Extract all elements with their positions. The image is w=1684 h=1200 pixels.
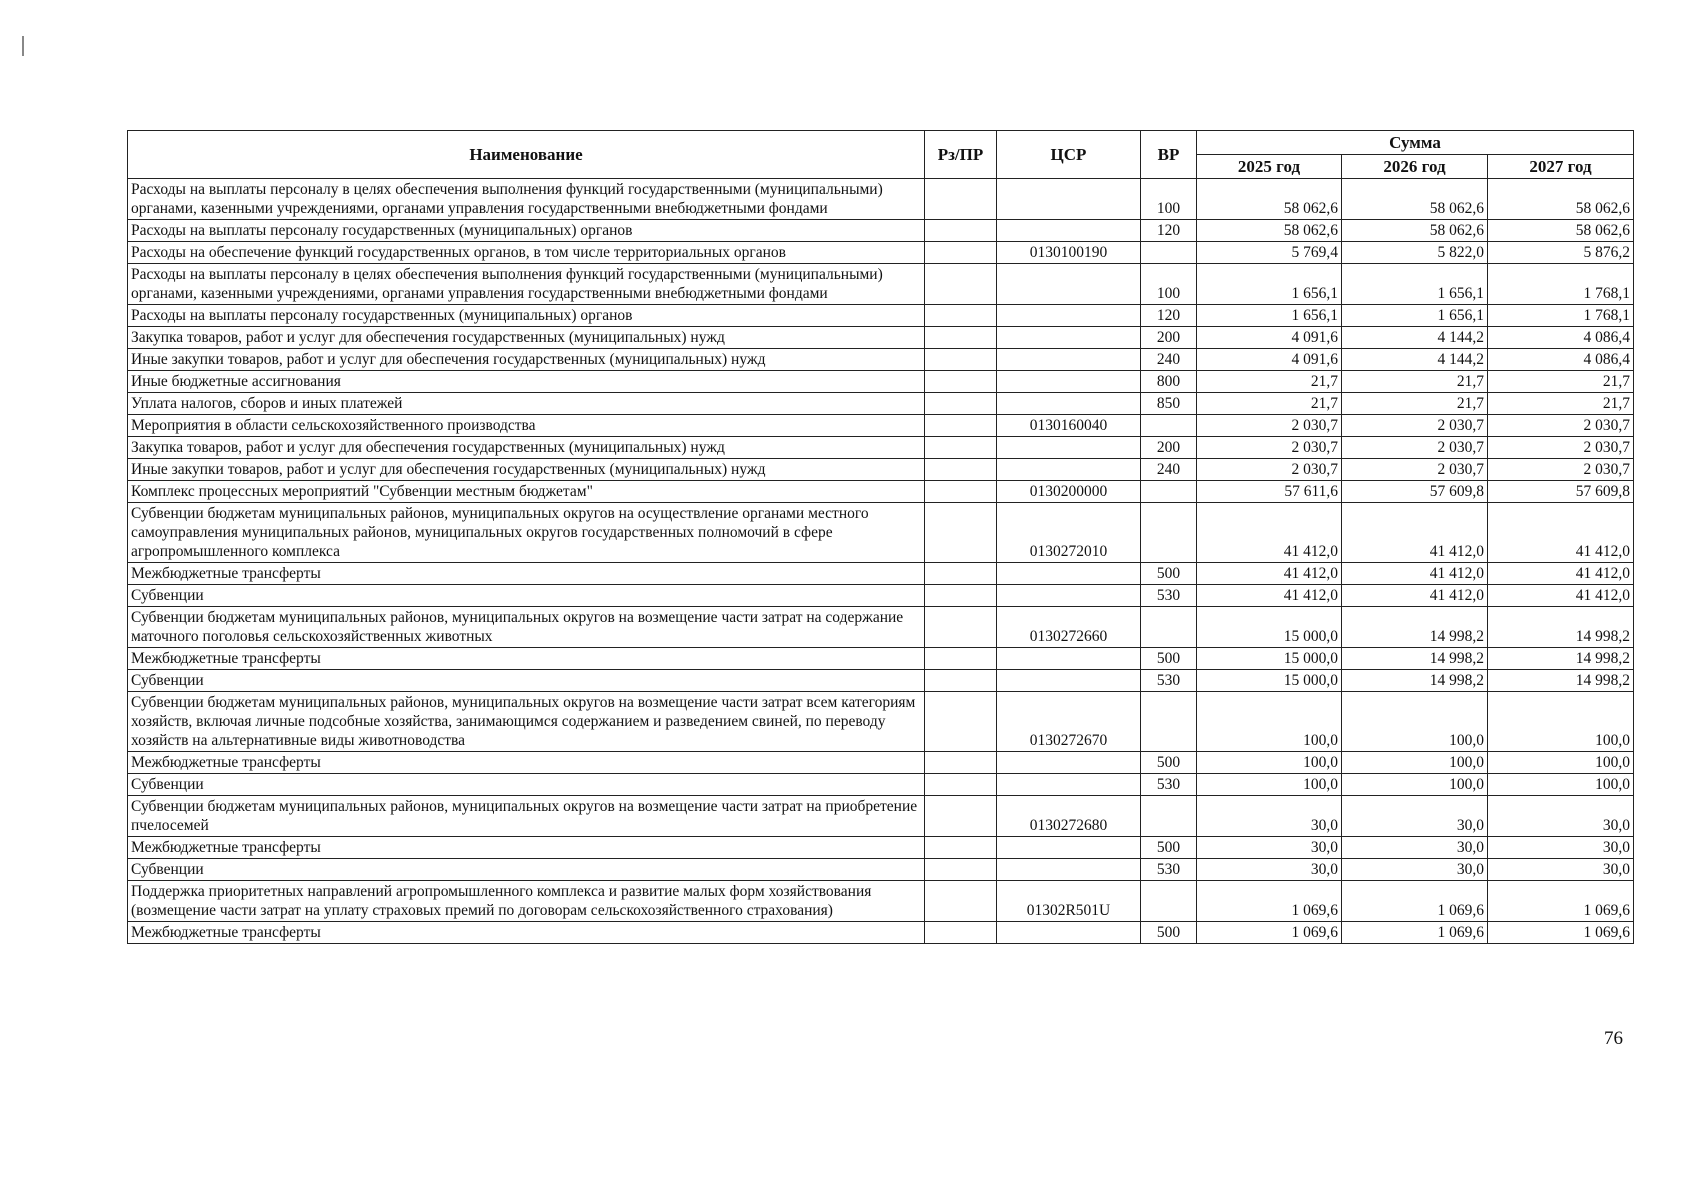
cell-name: Межбюджетные трансферты <box>128 563 925 585</box>
cell-name: Расходы на выплаты персоналу государственных (муниципальных) органов <box>128 305 925 327</box>
cell-2027: 57 609,8 <box>1488 481 1634 503</box>
cell-2027: 21,7 <box>1488 371 1634 393</box>
table-row <box>128 371 1634 393</box>
cell-rzpr <box>925 179 997 220</box>
cell-name: Субвенции бюджетам муниципальных районов, муниципальных округов на осуществление органами местного самоуправления муниципальных районов, муниципальных округов государственных полномочий в сфере агропромышленного комплекса <box>128 503 925 563</box>
cell-2026: 41 412,0 <box>1342 585 1488 607</box>
cell-2027: 58 062,6 <box>1488 220 1634 242</box>
cell-vr: 530 <box>1141 585 1197 607</box>
cell-2026: 58 062,6 <box>1342 179 1488 220</box>
table-row <box>128 305 1634 327</box>
cell-2025: 4 091,6 <box>1197 349 1342 371</box>
cell-2025: 41 412,0 <box>1197 503 1342 563</box>
cell-2025: 41 412,0 <box>1197 585 1342 607</box>
cell-2027: 1 768,1 <box>1488 264 1634 305</box>
cell-rzpr <box>925 327 997 349</box>
table-row <box>128 752 1634 774</box>
cell-csr: 0130200000 <box>997 481 1141 503</box>
table-row <box>128 670 1634 692</box>
cell-2025: 15 000,0 <box>1197 648 1342 670</box>
table-row <box>128 607 1634 648</box>
cell-csr <box>997 459 1141 481</box>
cell-2025: 1 069,6 <box>1197 881 1342 922</box>
cell-name: Иные закупки товаров, работ и услуг для обеспечения государственных (муниципальных) нужд <box>128 349 925 371</box>
cell-name: Субвенции <box>128 859 925 881</box>
header-rzpr: Рз/ПР <box>925 131 997 179</box>
cell-2026: 14 998,2 <box>1342 670 1488 692</box>
cell-vr: 240 <box>1141 459 1197 481</box>
cell-name: Иные бюджетные ассигнования <box>128 371 925 393</box>
cell-2027: 41 412,0 <box>1488 585 1634 607</box>
cell-name: Уплата налогов, сборов и иных платежей <box>128 393 925 415</box>
cell-vr <box>1141 503 1197 563</box>
table-row <box>128 264 1634 305</box>
cell-name: Закупка товаров, работ и услуг для обеспечения государственных (муниципальных) нужд <box>128 437 925 459</box>
cell-rzpr <box>925 774 997 796</box>
header-sum: Сумма <box>1197 131 1634 155</box>
cell-name: Межбюджетные трансферты <box>128 752 925 774</box>
cell-rzpr <box>925 752 997 774</box>
cell-name: Поддержка приоритетных направлений агропромышленного комплекса и развитие малых форм хозяйствования (возмещение части затрат на уплату страховых премий по договорам сельскохозяйственного страхования) <box>128 881 925 922</box>
cell-2026: 14 998,2 <box>1342 648 1488 670</box>
cell-csr: 0130272010 <box>997 503 1141 563</box>
cell-name: Субвенции бюджетам муниципальных районов, муниципальных округов на возмещение части затрат всем категориям хозяйств, включая личные подсобные хозяйства, занимающимся содержанием и разведением свиней, по переводу хозяйств на альтернативные виды животноводства <box>128 692 925 752</box>
cell-2026: 2 030,7 <box>1342 437 1488 459</box>
table-row <box>128 563 1634 585</box>
header-name: Наименование <box>128 131 925 179</box>
cell-vr: 500 <box>1141 563 1197 585</box>
cell-csr: 0130160040 <box>997 415 1141 437</box>
cell-csr <box>997 648 1141 670</box>
cell-2026: 30,0 <box>1342 859 1488 881</box>
cell-2027: 100,0 <box>1488 752 1634 774</box>
cell-rzpr <box>925 371 997 393</box>
cell-2025: 30,0 <box>1197 796 1342 837</box>
cell-vr: 800 <box>1141 371 1197 393</box>
cell-vr <box>1141 796 1197 837</box>
cell-2026: 2 030,7 <box>1342 415 1488 437</box>
cell-rzpr <box>925 922 997 944</box>
cell-2027: 14 998,2 <box>1488 670 1634 692</box>
cell-2026: 100,0 <box>1342 692 1488 752</box>
cell-name: Субвенции <box>128 670 925 692</box>
cell-2027: 100,0 <box>1488 774 1634 796</box>
cell-2025: 1 656,1 <box>1197 305 1342 327</box>
cell-2025: 58 062,6 <box>1197 179 1342 220</box>
cell-rzpr <box>925 220 997 242</box>
cell-2027: 1 069,6 <box>1488 922 1634 944</box>
cell-name: Межбюджетные трансферты <box>128 922 925 944</box>
budget-table <box>127 130 1634 944</box>
cell-csr: 0130100190 <box>997 242 1141 264</box>
cell-2026: 41 412,0 <box>1342 563 1488 585</box>
cell-rzpr <box>925 648 997 670</box>
cell-vr: 500 <box>1141 648 1197 670</box>
cell-rzpr <box>925 459 997 481</box>
cell-vr: 100 <box>1141 264 1197 305</box>
cell-2025: 21,7 <box>1197 371 1342 393</box>
table-row <box>128 922 1634 944</box>
cell-vr <box>1141 881 1197 922</box>
cell-vr: 120 <box>1141 305 1197 327</box>
table-body <box>128 179 1634 944</box>
cell-2027: 1 069,6 <box>1488 881 1634 922</box>
cell-rzpr <box>925 437 997 459</box>
cell-vr: 120 <box>1141 220 1197 242</box>
cell-2025: 57 611,6 <box>1197 481 1342 503</box>
cell-csr <box>997 437 1141 459</box>
cell-vr: 850 <box>1141 393 1197 415</box>
cell-2027: 14 998,2 <box>1488 607 1634 648</box>
cell-2027: 41 412,0 <box>1488 503 1634 563</box>
cell-2026: 58 062,6 <box>1342 220 1488 242</box>
cell-2026: 57 609,8 <box>1342 481 1488 503</box>
cell-2025: 100,0 <box>1197 752 1342 774</box>
cell-name: Расходы на выплаты персоналу в целях обеспечения выполнения функций государственными (муниципальными) органами, казенными учреждениями, органами управления государственными внебюджетными фондами <box>128 179 925 220</box>
cell-2026: 1 069,6 <box>1342 881 1488 922</box>
header-vr: ВР <box>1141 131 1197 179</box>
cell-rzpr <box>925 563 997 585</box>
cell-vr: 100 <box>1141 179 1197 220</box>
cell-vr: 500 <box>1141 837 1197 859</box>
cell-name: Закупка товаров, работ и услуг для обеспечения государственных (муниципальных) нужд <box>128 327 925 349</box>
cell-2025: 21,7 <box>1197 393 1342 415</box>
cell-vr <box>1141 607 1197 648</box>
table-row <box>128 437 1634 459</box>
cell-csr <box>997 327 1141 349</box>
cell-vr: 530 <box>1141 774 1197 796</box>
header-csr: ЦСР <box>997 131 1141 179</box>
cell-2026: 5 822,0 <box>1342 242 1488 264</box>
cell-rzpr <box>925 670 997 692</box>
cell-2027: 2 030,7 <box>1488 459 1634 481</box>
cell-csr <box>997 670 1141 692</box>
cell-rzpr <box>925 503 997 563</box>
table-row <box>128 859 1634 881</box>
cell-csr: 0130272680 <box>997 796 1141 837</box>
cell-csr <box>997 837 1141 859</box>
cell-2026: 14 998,2 <box>1342 607 1488 648</box>
cell-2027: 4 086,4 <box>1488 327 1634 349</box>
header-year-2025: 2025 год <box>1197 155 1342 179</box>
cell-2026: 1 069,6 <box>1342 922 1488 944</box>
cell-csr <box>997 393 1141 415</box>
table-row <box>128 503 1634 563</box>
cell-2025: 15 000,0 <box>1197 607 1342 648</box>
cell-csr <box>997 264 1141 305</box>
cell-csr <box>997 371 1141 393</box>
cell-2026: 2 030,7 <box>1342 459 1488 481</box>
cell-vr: 240 <box>1141 349 1197 371</box>
cell-2025: 41 412,0 <box>1197 563 1342 585</box>
cell-2027: 5 876,2 <box>1488 242 1634 264</box>
table-row <box>128 481 1634 503</box>
cell-rzpr <box>925 415 997 437</box>
cell-vr <box>1141 481 1197 503</box>
cell-2027: 100,0 <box>1488 692 1634 752</box>
cell-rzpr <box>925 242 997 264</box>
cell-2027: 30,0 <box>1488 859 1634 881</box>
header-year-2026: 2026 год <box>1342 155 1488 179</box>
cell-vr <box>1141 242 1197 264</box>
cell-name: Расходы на выплаты персоналу в целях обеспечения выполнения функций государственными (муниципальными) органами, казенными учреждениями, органами управления государственными внебюджетными фондами <box>128 264 925 305</box>
cell-2026: 100,0 <box>1342 774 1488 796</box>
cell-vr: 530 <box>1141 859 1197 881</box>
cell-2026: 30,0 <box>1342 837 1488 859</box>
table-row <box>128 774 1634 796</box>
cell-2027: 1 768,1 <box>1488 305 1634 327</box>
cell-csr: 0130272660 <box>997 607 1141 648</box>
cell-2027: 41 412,0 <box>1488 563 1634 585</box>
table-row <box>128 585 1634 607</box>
cell-vr: 200 <box>1141 437 1197 459</box>
cell-2025: 5 769,4 <box>1197 242 1342 264</box>
cell-2025: 1 069,6 <box>1197 922 1342 944</box>
cell-csr <box>997 922 1141 944</box>
cell-2027: 14 998,2 <box>1488 648 1634 670</box>
cell-csr: 01302R501U <box>997 881 1141 922</box>
cell-rzpr <box>925 837 997 859</box>
cell-rzpr <box>925 264 997 305</box>
page-number: 76 <box>1604 1028 1623 1049</box>
table-row <box>128 327 1634 349</box>
cell-vr <box>1141 415 1197 437</box>
cell-vr: 200 <box>1141 327 1197 349</box>
cell-csr <box>997 859 1141 881</box>
cell-name: Субвенции <box>128 774 925 796</box>
table-row <box>128 393 1634 415</box>
table-row <box>128 837 1634 859</box>
cell-2025: 4 091,6 <box>1197 327 1342 349</box>
cell-rzpr <box>925 692 997 752</box>
cell-2026: 30,0 <box>1342 796 1488 837</box>
table-row <box>128 349 1634 371</box>
cell-vr: 500 <box>1141 752 1197 774</box>
table-row <box>128 692 1634 752</box>
cell-vr: 530 <box>1141 670 1197 692</box>
cell-2025: 30,0 <box>1197 859 1342 881</box>
cell-2025: 30,0 <box>1197 837 1342 859</box>
cell-rzpr <box>925 585 997 607</box>
cell-2026: 1 656,1 <box>1342 305 1488 327</box>
cell-csr <box>997 179 1141 220</box>
cell-csr <box>997 349 1141 371</box>
cell-name: Субвенции бюджетам муниципальных районов, муниципальных округов на возмещение части затрат на содержание маточного поголовья сельскохозяйственных животных <box>128 607 925 648</box>
table-row <box>128 179 1634 220</box>
cell-csr <box>997 563 1141 585</box>
cell-name: Межбюджетные трансферты <box>128 837 925 859</box>
cell-rzpr <box>925 796 997 837</box>
cell-2026: 21,7 <box>1342 371 1488 393</box>
cell-rzpr <box>925 859 997 881</box>
cell-2027: 4 086,4 <box>1488 349 1634 371</box>
scan-artifact <box>22 36 24 56</box>
cell-rzpr <box>925 607 997 648</box>
cell-csr <box>997 585 1141 607</box>
cell-2025: 2 030,7 <box>1197 415 1342 437</box>
table-row <box>128 881 1634 922</box>
cell-2025: 58 062,6 <box>1197 220 1342 242</box>
cell-2026: 4 144,2 <box>1342 349 1488 371</box>
cell-2026: 100,0 <box>1342 752 1488 774</box>
cell-csr <box>997 774 1141 796</box>
cell-2025: 100,0 <box>1197 692 1342 752</box>
cell-2027: 58 062,6 <box>1488 179 1634 220</box>
cell-rzpr <box>925 393 997 415</box>
cell-csr <box>997 305 1141 327</box>
cell-name: Мероприятия в области сельскохозяйственного производства <box>128 415 925 437</box>
cell-2026: 21,7 <box>1342 393 1488 415</box>
table-row <box>128 415 1634 437</box>
cell-name: Субвенции <box>128 585 925 607</box>
cell-csr <box>997 220 1141 242</box>
table-row <box>128 242 1634 264</box>
header-year-2027: 2027 год <box>1488 155 1634 179</box>
cell-2025: 100,0 <box>1197 774 1342 796</box>
cell-name: Иные закупки товаров, работ и услуг для обеспечения государственных (муниципальных) нужд <box>128 459 925 481</box>
cell-2025: 2 030,7 <box>1197 437 1342 459</box>
cell-rzpr <box>925 481 997 503</box>
table-row <box>128 220 1634 242</box>
cell-2027: 30,0 <box>1488 796 1634 837</box>
cell-2026: 1 656,1 <box>1342 264 1488 305</box>
cell-rzpr <box>925 349 997 371</box>
cell-name: Межбюджетные трансферты <box>128 648 925 670</box>
cell-2027: 2 030,7 <box>1488 437 1634 459</box>
cell-vr: 500 <box>1141 922 1197 944</box>
cell-name: Комплекс процессных мероприятий "Субвенции местным бюджетам" <box>128 481 925 503</box>
cell-2025: 1 656,1 <box>1197 264 1342 305</box>
table-row <box>128 796 1634 837</box>
cell-rzpr <box>925 305 997 327</box>
cell-2027: 2 030,7 <box>1488 415 1634 437</box>
cell-name: Субвенции бюджетам муниципальных районов, муниципальных округов на возмещение части затрат на приобретение пчелосемей <box>128 796 925 837</box>
table-row <box>128 459 1634 481</box>
cell-name: Расходы на выплаты персоналу государственных (муниципальных) органов <box>128 220 925 242</box>
cell-rzpr <box>925 881 997 922</box>
cell-vr <box>1141 692 1197 752</box>
cell-csr <box>997 752 1141 774</box>
table-row <box>128 648 1634 670</box>
cell-csr: 0130272670 <box>997 692 1141 752</box>
cell-2026: 4 144,2 <box>1342 327 1488 349</box>
cell-2025: 15 000,0 <box>1197 670 1342 692</box>
cell-2026: 41 412,0 <box>1342 503 1488 563</box>
cell-2025: 2 030,7 <box>1197 459 1342 481</box>
cell-name: Расходы на обеспечение функций государственных органов, в том числе территориальных органов <box>128 242 925 264</box>
cell-2027: 30,0 <box>1488 837 1634 859</box>
cell-2027: 21,7 <box>1488 393 1634 415</box>
